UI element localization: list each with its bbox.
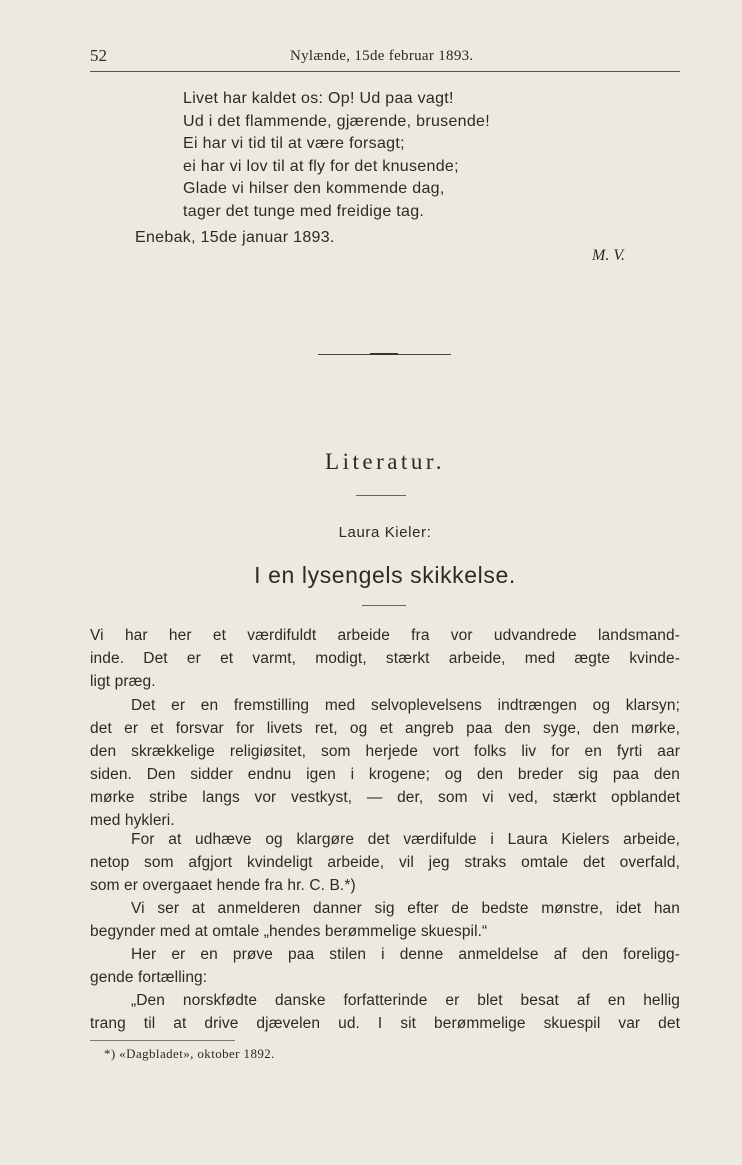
header-rule	[90, 71, 680, 72]
poem-line: tager det tunge med freidige tag.	[183, 202, 425, 220]
body-line: Vi har her et værdifuldt arbeide fra vor udvandrede landsmand-	[90, 627, 680, 644]
page-header	[90, 46, 680, 68]
body-line: med hykleri.	[90, 812, 175, 829]
body-line: „Den norskfødte danske forfatterinde er blet besat af en hellig	[131, 992, 680, 1009]
body-line: den skrækkelige religiøsitet, som herjede vort folks liv for en fyrti aar	[90, 743, 680, 760]
body-line: ligt præg.	[90, 673, 156, 690]
title-rule	[362, 605, 406, 606]
body-line: For at udhæve og klargøre det værdifulde i Laura Kielers arbeide,	[131, 831, 680, 848]
body-line: som er overgaaet hende fra hr. C. B.*)	[90, 877, 356, 894]
page-number: 52	[90, 46, 107, 65]
review-author: Laura Kieler:	[338, 524, 432, 541]
poem-line: ei har vi lov til at fly for det knusende;	[183, 157, 459, 175]
body-line: Her er en prøve paa stilen i denne anmeldelse af den foreligg-	[131, 946, 680, 963]
body-line: mørke stribe langs vor vestkyst, — der, som vi ved, stærkt opblandet	[90, 789, 680, 806]
poem-place-date: Enebak, 15de januar 1893.	[135, 229, 335, 246]
footnote-rule	[90, 1040, 235, 1041]
footnote: *) «Dagbladet», oktober 1892.	[104, 1046, 275, 1061]
body-line: det er et forsvar for livets ret, og et angreb paa den syge, den mørke,	[90, 720, 680, 737]
body-line: inde. Det er et varmt, modigt, stærkt arbeide, med ægte kvinde-	[90, 650, 680, 667]
poem-line: Ud i det flammende, gjærende, brusende!	[183, 112, 490, 130]
body-line: Det er en fremstilling med selvoplevelsens indtrængen og klarsyn;	[131, 697, 680, 714]
body-line: siden. Den sidder endnu igen i krogene; og den breder sig paa den	[90, 766, 680, 783]
heading-rule	[356, 495, 406, 496]
review-book-title: I en lysengels skikkelse.	[254, 562, 516, 588]
body-line: gende fortælling:	[90, 969, 208, 986]
poem	[183, 88, 490, 224]
poem-line: Glade vi hilser den kommende dag,	[183, 180, 445, 198]
running-title: Nylænde, 15de februar 1893.	[290, 48, 474, 64]
section-heading: Literatur.	[325, 449, 445, 474]
poem-signature: M. V.	[592, 247, 626, 264]
body-line: trang til at drive djævelen ud. I sit berømmelige skuespil var det	[90, 1015, 680, 1032]
body-line: netop som afgjort kvindeligt arbeide, vil jeg straks omtale det overfald,	[90, 854, 680, 871]
poem-line: Livet har kaldet os: Op! Ud paa vagt!	[183, 90, 454, 107]
body-line: Vi ser at anmelderen danner sig efter de bedste mønstre, idet han	[131, 900, 680, 917]
poem-line: Ei har vi tid til at være forsagt;	[183, 135, 405, 153]
section-divider-accent	[370, 353, 398, 355]
body-line: begynder med at omtale „hendes berømmelige skuespil.“	[90, 923, 488, 940]
